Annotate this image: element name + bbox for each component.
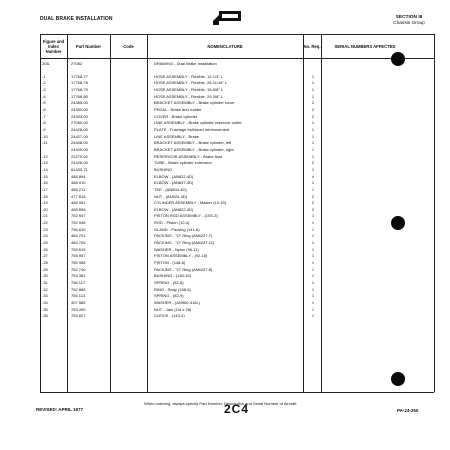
row-part-number: 27082 [71, 60, 83, 66]
row-part-number: 17768-78 [71, 80, 88, 86]
row-figure-number: -22 [42, 220, 48, 226]
row-figure-number: -3 [42, 87, 46, 93]
row-part-number: 756 117 [71, 279, 86, 285]
row-part-number: 24392-00 [71, 107, 88, 113]
row-nomenclature: ELBOW - (AN837-4D) [154, 180, 194, 186]
row-figure-number: -25 [42, 240, 48, 246]
table-row [40, 134, 434, 140]
col-header-part: Part Number [75, 43, 102, 49]
table-row [40, 220, 434, 226]
row-figure-number: -24 [42, 233, 48, 239]
row-quantity: 1 [311, 166, 315, 172]
row-figure-number: -2 [42, 80, 46, 86]
row-quantity: 1 [311, 266, 315, 272]
row-quantity: 2 [311, 200, 315, 206]
row-part-number: 752 740 [71, 266, 86, 272]
row-quantity: 4 [311, 173, 315, 179]
row-part-number: 27060-00 [71, 120, 88, 126]
table-row [40, 267, 434, 273]
row-part-number: 755 958 [71, 260, 86, 265]
row-nomenclature: ROD - Piston (10-4) [154, 220, 190, 226]
row-quantity: 1 [311, 313, 315, 319]
table-row [40, 74, 434, 80]
table-row [40, 61, 434, 67]
row-nomenclature: SPRING - (82-9) [154, 293, 184, 299]
row-figure-number: -16 [42, 180, 48, 186]
table-row [40, 140, 434, 146]
row-figure-number: -33 [42, 293, 48, 299]
row-part-number: 17768-80 [71, 93, 88, 99]
row-quantity: 1 [311, 233, 315, 239]
table-row [40, 200, 434, 206]
binder-hole [391, 372, 405, 386]
row-figure-number: -8 [42, 120, 46, 126]
row-nomenclature: PISTON ROD ASSEMBLY - (10S-3) [154, 213, 218, 219]
table-row [40, 280, 434, 286]
col-header-serial: SERIAL NUMBERS AFFECTED [334, 43, 396, 49]
section-label: SECTION III [395, 15, 423, 20]
table-row [40, 253, 434, 259]
row-figure-number: -35 [42, 306, 48, 312]
row-nomenclature: CYLINDER ASSEMBLY - Master (10-19) [154, 200, 227, 206]
row-part-number: 752 885 [71, 286, 86, 292]
row-figure-number: -29 [42, 266, 48, 272]
row-part-number: 488 896 [71, 206, 86, 212]
row-figure-number: -36 [42, 313, 48, 319]
document-ref: PA-24-250 [397, 408, 419, 413]
table-row [40, 67, 434, 73]
row-part-number: 753 490 [71, 306, 86, 312]
table-row [40, 80, 434, 86]
row-part-number: 488 894 [71, 173, 86, 179]
binder-hole [391, 52, 405, 66]
row-part-number: 24428-00 [71, 160, 88, 166]
row-figure-number: -12 [42, 153, 48, 159]
table-row [40, 260, 434, 266]
row-figure-number: -34 [42, 299, 48, 305]
col-header-no-req: No. Req. [303, 43, 321, 49]
row-part-number: 756 810 [71, 226, 86, 232]
row-nomenclature: RESERVOIR ASSEMBLY - Brake fluid [154, 153, 223, 159]
row-quantity: 1 [311, 80, 315, 86]
row-part-number: 477 818 [71, 193, 86, 199]
ordering-note: When ordering, always specify Part Number, Description and Serial Number of Aircraft [144, 401, 297, 406]
row-quantity: 1 [311, 146, 315, 152]
row-nomenclature: PACKING - "O" Ring (AN6227-11) [154, 240, 215, 246]
table-header-divider [40, 58, 434, 59]
row-quantity: 1 [311, 87, 315, 93]
row-quantity: 1 [311, 140, 315, 146]
row-nomenclature: NUT - (AN924-4D) [154, 193, 188, 199]
row-part-number: 488 951 [71, 200, 86, 206]
table-row [40, 94, 434, 100]
table-row [40, 160, 434, 166]
table-row [40, 154, 434, 160]
row-quantity: 1 [311, 120, 315, 126]
row-part-number: 756 619 [71, 246, 86, 252]
row-nomenclature: TEE - (AN804-4D) [154, 186, 187, 192]
row-figure-number: -28 [42, 260, 48, 265]
table-row [40, 227, 434, 233]
row-quantity: 1 [311, 299, 315, 305]
row-nomenclature: CLEVIS - (143-4) [154, 313, 185, 319]
table-row [40, 127, 434, 133]
row-nomenclature: BRACKET ASSEMBLY - Brake cylinder, right [154, 146, 234, 152]
row-nomenclature: PLATE - Fuselage bulkhead reinforcement [154, 127, 230, 132]
row-figure-number: -10 [42, 133, 48, 139]
row-quantity: 1 [311, 246, 315, 252]
row-nomenclature: BUSHING [154, 166, 173, 172]
row-quantity: 1 [311, 306, 315, 312]
row-figure-number: -5 [42, 100, 46, 106]
row-nomenclature: GLAND - Packing (141-6) [154, 226, 200, 232]
row-figure-number: -15 [42, 173, 48, 179]
row-part-number: 753 827 [71, 313, 86, 319]
row-quantity: 1 [311, 260, 315, 265]
row-part-number: 752 948 [71, 220, 86, 226]
table-bottom-border [40, 392, 434, 393]
row-figure-number: -27 [42, 253, 48, 259]
row-nomenclature: ELBOW - (AN822-4D) [154, 173, 194, 179]
row-nomenclature: LINE ASSEMBLY - Brake [154, 133, 199, 139]
row-quantity: 1 [311, 73, 315, 79]
row-part-number: 61433-71 [71, 166, 88, 172]
row-nomenclature: PISTON ASSEMBLY - (92-15) [154, 253, 208, 259]
row-quantity: 2 [311, 100, 315, 106]
table-row [40, 247, 434, 253]
row-part-number: 752 947 [71, 213, 86, 219]
row-nomenclature: PEDAL - Brake and rudder [154, 107, 202, 113]
row-part-number: 24393-00 [71, 113, 88, 119]
row-part-number: 488 910 [71, 180, 86, 186]
table-row [40, 87, 434, 93]
row-quantity: 1 [311, 273, 315, 279]
row-figure-number: -18 [42, 193, 48, 199]
row-part-number: 22270-02 [71, 153, 88, 159]
row-part-number: 24409-00 [71, 146, 88, 152]
row-nomenclature: COVER - Brake cylinder [154, 113, 198, 119]
table-row [40, 187, 434, 193]
row-nomenclature: SPRING - (82-8) [154, 279, 184, 285]
row-quantity: 2 [311, 160, 315, 166]
row-quantity: 1 [311, 253, 315, 259]
row-part-number: 756 113 [71, 293, 86, 299]
row-quantity: 2 [311, 193, 315, 199]
table-row [40, 233, 434, 239]
table-row [40, 107, 434, 113]
row-part-number: 24385-00 [71, 100, 88, 106]
row-nomenclature: DRAWING - Dual Brake Installation [154, 60, 217, 66]
table-row [40, 100, 434, 106]
row-nomenclature: BRACKET ASSEMBLY - Brake cylinder, left [154, 140, 232, 146]
row-figure-number: -7 [42, 113, 46, 119]
table-row [40, 174, 434, 180]
row-quantity: 1 [311, 127, 315, 132]
row-part-number: 17768-79 [71, 87, 88, 93]
row-quantity: 1 [311, 293, 315, 299]
row-figure-number: -32 [42, 286, 48, 292]
row-nomenclature: RING - Snap (158-6) [154, 286, 191, 292]
table-row [40, 313, 434, 319]
row-nomenclature: NUT - Jam (1/4 x 28) [154, 306, 192, 312]
row-part-number: 24426-00 [71, 127, 88, 132]
row-quantity: 1 [311, 133, 315, 139]
table-row [40, 167, 434, 173]
table-row [40, 240, 434, 246]
row-part-number: 484 701 [71, 233, 86, 239]
group-label: Chassis Group [393, 21, 425, 26]
col-header-code: Code [123, 43, 134, 49]
row-quantity: 1 [311, 186, 315, 192]
row-quantity: 1 [311, 240, 315, 246]
row-figure-number: -1 [42, 73, 46, 79]
row-quantity: 1 [311, 286, 315, 292]
row-quantity: 2 [311, 206, 315, 212]
row-figure-number: -26 [42, 246, 48, 252]
row-figure-number: -13 [42, 160, 48, 166]
row-quantity: 1 [311, 226, 315, 232]
row-part-number: 24408-00 [71, 140, 88, 146]
row-nomenclature: HOSE ASSEMBLY - Flexible, 15-5/8" L [154, 87, 224, 93]
col-header-figure: Figure and Index Number [42, 38, 65, 54]
row-nomenclature: WASHER - (AN960-416L) [154, 299, 201, 305]
binder-hole [391, 216, 405, 230]
table-row [40, 300, 434, 306]
row-nomenclature: PISTON - (148-6) [154, 260, 186, 265]
row-nomenclature: BRACKET ASSEMBLY - Brake cylinder cover [154, 100, 235, 106]
row-quantity: 2 [311, 113, 315, 119]
table-row [40, 147, 434, 153]
section-header [384, 15, 434, 27]
row-figure-number: -14 [42, 166, 48, 172]
row-quantity: 1 [311, 93, 315, 99]
row-nomenclature: HOSE ASSEMBLY - Flexible, 26-11/16" L [154, 80, 228, 86]
row-figure-number: -23 [42, 226, 48, 232]
row-part-number: 407 585 [71, 299, 86, 305]
piper-logo [213, 11, 241, 25]
table-row [40, 180, 434, 186]
table-row [40, 213, 434, 219]
page-number: 2C4 [224, 402, 250, 416]
row-figure-number: 208- [42, 60, 51, 66]
table-row [40, 114, 434, 120]
row-figure-number: -21 [42, 213, 48, 219]
row-part-number: 488 211 [71, 186, 86, 192]
row-figure-number: -4 [42, 93, 46, 99]
revision-date: REVISED: APRIL 1977 [36, 407, 84, 412]
row-part-number: 755 957 [71, 253, 86, 259]
row-nomenclature: PACKING - "O" Ring (AN6227-7) [154, 233, 213, 239]
row-nomenclature: LINE ASSEMBLY - Brake cylinder reservoir outlet [154, 120, 242, 126]
row-nomenclature: BUSHING - (148-16) [154, 273, 191, 279]
row-part-number: 24427-00 [71, 133, 88, 139]
row-figure-number: -19 [42, 200, 48, 206]
row-quantity: 1 [311, 220, 315, 226]
row-quantity: 2 [311, 107, 315, 113]
table-row [40, 287, 434, 293]
parts-table [40, 34, 434, 392]
row-nomenclature: WASHER - Nylon (96-11) [154, 246, 199, 252]
table-row [40, 293, 434, 299]
row-quantity: 1 [311, 180, 315, 186]
col-divider [434, 34, 435, 392]
row-figure-number: -17 [42, 186, 48, 192]
row-nomenclature: TUBE - Brake cylinder extension [154, 160, 212, 166]
row-part-number: 484 705 [71, 240, 86, 246]
row-part-number: 753 381 [71, 273, 86, 279]
row-nomenclature: HOSE ASSEMBLY - Flexible, 29-3/8" L [154, 93, 224, 99]
table-row [40, 273, 434, 279]
row-nomenclature: HOSE ASSEMBLY - Flexible, 12-1/4" L [154, 73, 224, 79]
col-header-nomenclature: NOMENCLATURE [207, 43, 243, 49]
row-quantity: 1 [311, 213, 315, 219]
table-row [40, 194, 434, 200]
row-figure-number: -6 [42, 107, 46, 113]
table-row [40, 207, 434, 213]
row-nomenclature: PACKING - "O" Ring (AN6227-8) [154, 266, 213, 272]
row-quantity: 1 [311, 279, 315, 285]
row-figure-number: -9 [42, 127, 46, 132]
table-row [40, 307, 434, 313]
row-figure-number: -20 [42, 206, 48, 212]
table-row [40, 120, 434, 126]
header-title: DUAL BRAKE INSTALLATION [40, 16, 113, 22]
row-figure-number: -11 [42, 140, 48, 146]
row-quantity: 1 [311, 153, 315, 159]
row-nomenclature: ELBOW - (AN822-4D) [154, 206, 194, 212]
row-figure-number: -31 [42, 279, 48, 285]
row-figure-number: -30 [42, 273, 48, 279]
row-part-number: 17768-77 [71, 73, 88, 79]
